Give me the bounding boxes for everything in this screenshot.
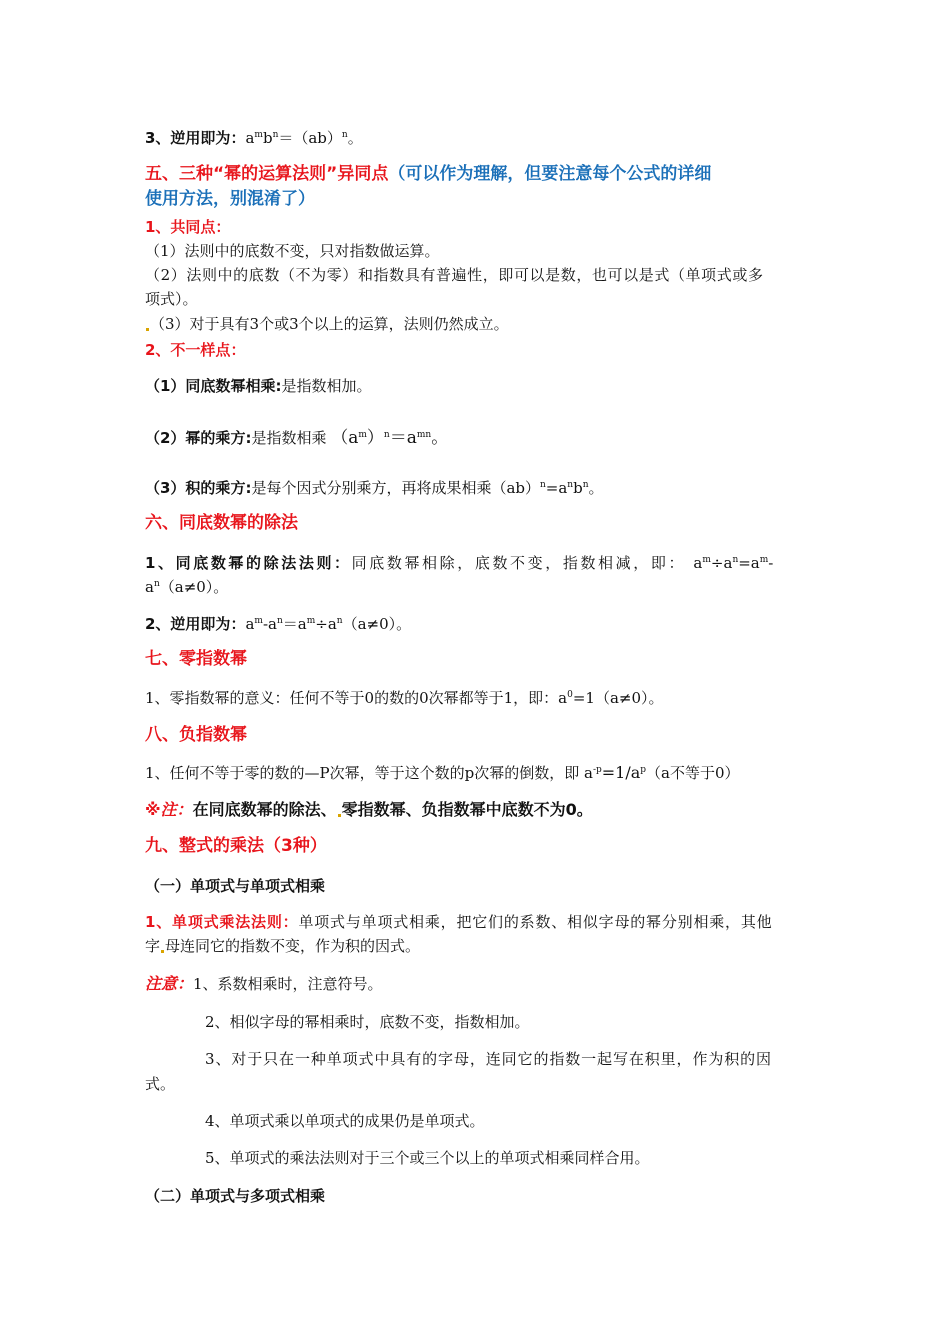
attention-item-3-cont: 式。: [145, 1075, 176, 1093]
section-6-heading: 六、同底数幂的除法: [145, 513, 298, 533]
attention-item-2: 2、相似字母的幂相乘时，底数不变，指数相加。: [205, 1013, 530, 1031]
common-point-2-cont: 项式）。: [145, 290, 198, 308]
monomial-rule: 1、单项式乘法法则：单项式与单项式相乘，把它们的系数、相似字母的幂分别相乘，其他: [145, 913, 773, 931]
note-line: ※注：在同底数幂的除法、 零指数幂、负指数幂中底数不为0。: [145, 800, 593, 819]
marker-dot: [146, 328, 149, 331]
diff-item-3: （3）积的乘方:是每个因式分别乘方，再将成果相乘$(ab)^n=a^nb^n$。: [145, 479, 604, 497]
negative-exponent-rule: 1、任何不等于零的数的—P次幂，等于这个数的p次幂的倒数，即 $a^{-p}=1/a^p(a$不等于0）: [145, 763, 740, 782]
attention-item-5: 5、单项式的乘法法则对于三个或三个以上的单项式相乘同样合用。: [205, 1149, 650, 1167]
diff-points-title: 2、不一样点：: [145, 341, 246, 359]
section-5-heading: 五、三种“幂的运算法则”异同点（可以作为理解，但要注意每个公式的详细: [145, 164, 712, 184]
diff-item-1: （1）同底数幂相乘:是指数相加。: [145, 377, 372, 395]
common-point-2: （2）法则中的底数（不为零）和指数具有普遍性，即可以是数，也可以是式（单项式或多: [145, 266, 764, 284]
common-point-1: （1）法则中的底数不变，只对指数做运算。: [145, 242, 440, 260]
section-5-heading-cont: 使用方法，别混淆了）: [145, 189, 315, 209]
division-rule-cont: $a^n(a\ne 0)$。: [145, 578, 229, 596]
division-inverse: 2、逆用即为：$a^m-a^n=a^m\div a^n(a\ne 0)$。: [145, 615, 412, 633]
common-points-title: 1、共同点：: [145, 218, 231, 236]
section-7-heading: 七、零指数幂: [145, 649, 247, 669]
common-point-3: （3）对于具有3个或3个以上的运算，法则仍然成立。: [145, 313, 509, 335]
attention-item-4: 4、单项式乘以单项式的成果仍是单项式。: [205, 1112, 485, 1130]
subsection-2-heading: （二）单项式与多项式相乘: [145, 1187, 326, 1205]
section-9-heading: 九、整式的乘法（3种）: [145, 836, 327, 856]
attention-item-3: 3、对于只在一种单项式中具有的字母，连同它的指数一起写在积里，作为积的因: [205, 1050, 772, 1068]
subsection-1-heading: （一）单项式与单项式相乘: [145, 877, 326, 895]
inverse-rule-line: 3、逆用即为：$a^mb^n=(ab)^n$。: [145, 129, 363, 147]
attention-item-1: 注意：1、系数相乘时，注意符号。: [145, 974, 383, 993]
zero-exponent-rule: 1、零指数幂的意义：任何不等于0的数的0次幂都等于1，即：$a^0=1(a\ne 0)$。: [145, 689, 664, 707]
marker-dot: [161, 950, 164, 953]
division-rule: 1、同底数幂的除法法则：同底数幂相除，底数不变，指数相减，即： $a^m\div a^n=a^m-$: [145, 554, 774, 572]
section-8-heading: 八、负指数幂: [145, 725, 247, 745]
diff-item-2: （2）幂的乘方:是指数相乘 $(a^m)^n=a^{mn}$。: [145, 428, 449, 448]
monomial-rule-cont: 字 母连同它的指数不变，作为积的因式。: [145, 937, 421, 955]
marker-dot: [338, 814, 341, 817]
